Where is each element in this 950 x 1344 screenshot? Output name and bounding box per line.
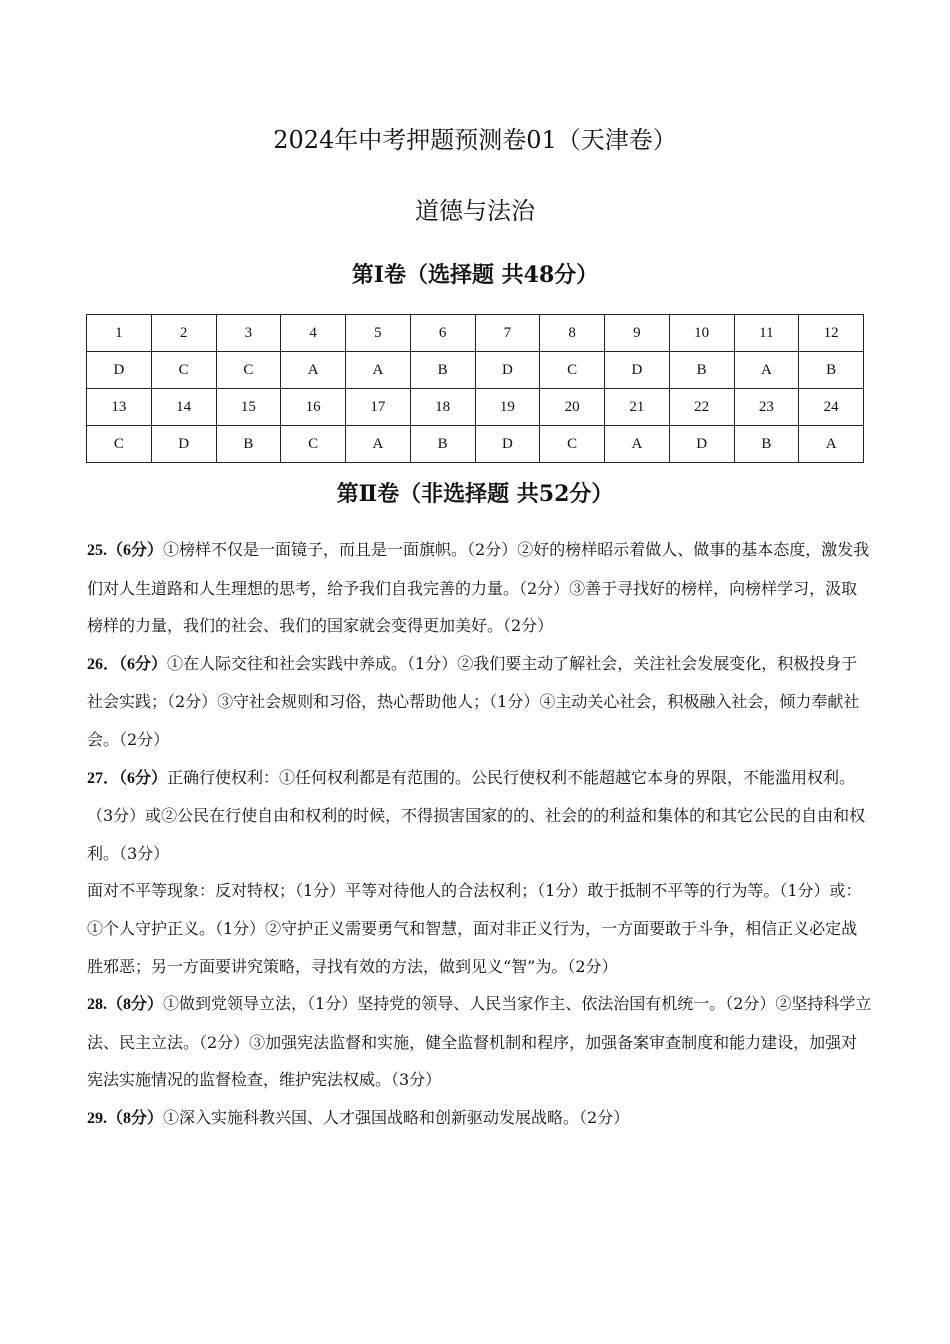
answer-paragraph — [87, 1099, 872, 1138]
question-label: 29.（8分） — [87, 1109, 164, 1127]
answer-text: ①在人际交往和社会实践中养成。（1分）②我们要主动了解社会，关注社会发展变化，积极投身于社会实践；（2分）③守社会规则和习俗，热心帮助他人；（1分）④主动关心社会，积极融入社会，倾力奉献社会。（2分） — [87, 653, 860, 749]
open-answers — [87, 531, 872, 1138]
answer-key-cell: B — [410, 426, 475, 463]
question-number-cell: 22 — [669, 389, 734, 426]
section-2-heading: 第Ⅱ卷（非选择题 共52分） — [336, 481, 614, 507]
answer-key-cell: D — [669, 426, 734, 463]
answer-key-cell: A — [605, 426, 670, 463]
answer-key-cell: B — [669, 352, 734, 389]
question-number-cell: 11 — [734, 315, 799, 352]
answer-key-cell: A — [346, 352, 411, 389]
question-number-row — [87, 389, 864, 426]
answer-key-cell: C — [540, 352, 605, 389]
answer-key-cell: B — [410, 352, 475, 389]
question-number-cell: 15 — [216, 389, 281, 426]
answer-key-cell: C — [540, 426, 605, 463]
question-number-cell: 2 — [151, 315, 216, 352]
question-number-cell: 3 — [216, 315, 281, 352]
answer-key-cell: D — [87, 352, 152, 389]
answer-key-cell: D — [605, 352, 670, 389]
question-number-cell: 24 — [799, 389, 864, 426]
answer-paragraph — [87, 759, 872, 873]
question-number-cell: 17 — [346, 389, 411, 426]
answer-key-row — [87, 426, 864, 463]
question-label: 25.（6分） — [87, 542, 164, 559]
answer-paragraph — [87, 531, 872, 645]
section-1-heading: 第Ⅰ卷（选择题 共48分） — [351, 262, 599, 288]
answer-key-cell: D — [151, 426, 216, 463]
question-label: 28.（8分） — [87, 996, 164, 1014]
answer-text: ①深入实施科教兴国、人才强国战略和创新驱动发展战略。（2分） — [163, 1107, 630, 1127]
question-number-cell: 21 — [605, 389, 670, 426]
question-number-cell: 6 — [410, 315, 475, 352]
answer-key-cell: A — [346, 426, 411, 463]
question-label: 27．（6分） — [87, 769, 168, 787]
answer-table-body — [87, 315, 864, 463]
question-label: 26．（6分） — [87, 655, 168, 673]
question-number-cell: 14 — [151, 389, 216, 426]
multiple-choice-answer-table — [86, 314, 864, 463]
question-number-cell: 19 — [475, 389, 540, 426]
question-number-cell: 20 — [540, 389, 605, 426]
question-number-cell: 4 — [281, 315, 346, 352]
question-number-row — [87, 315, 864, 352]
answer-key-cell: A — [799, 426, 864, 463]
answer-key-cell: C — [151, 352, 216, 389]
question-number-cell: 9 — [605, 315, 670, 352]
question-number-cell: 23 — [734, 389, 799, 426]
answer-text: 正确行使权利：①任何权利都是有范围的。公民行使权利不能超越它本身的界限，不能滥用权利。（3分）或②公民在行使自由和权利的时候，不得损害国家的的、社会的的利益和集体的和其它公民的自由和权利。（3分） — [87, 767, 866, 863]
question-number-cell: 1 — [87, 315, 152, 352]
question-number-cell: 18 — [410, 389, 475, 426]
subject-title: 道德与法治 — [415, 197, 535, 225]
answer-key-cell: D — [475, 352, 540, 389]
answer-key-cell: C — [87, 426, 152, 463]
answer-text: ①做到党领导立法，（1分）坚持党的领导、人民当家作主、依法治国有机统一。（2分）②坚持科学立法、民主立法。（2分）③加强宪法监督和实施，健全监督机制和程序，加强备案审查制度和能力建设，加强对宪法实施情况的监督检查，维护宪法权威。（3分） — [87, 994, 872, 1090]
page-title: 2024年中考押题预测卷01（天津卷） — [273, 126, 677, 154]
question-number-cell: 5 — [346, 315, 411, 352]
answer-paragraph — [87, 872, 872, 985]
answer-key-row — [87, 352, 864, 389]
answer-key-cell: B — [734, 426, 799, 463]
answer-key-cell: D — [475, 426, 540, 463]
question-number-cell: 16 — [281, 389, 346, 426]
answer-key-cell: C — [216, 352, 281, 389]
answer-key-cell: A — [281, 352, 346, 389]
answer-key-cell: A — [734, 352, 799, 389]
answer-key-cell: B — [216, 426, 281, 463]
question-number-cell: 7 — [475, 315, 540, 352]
answer-key-cell: B — [799, 352, 864, 389]
question-number-cell: 13 — [87, 389, 152, 426]
answer-paragraph — [87, 645, 872, 759]
question-number-cell: 8 — [540, 315, 605, 352]
answer-text: 面对不平等现象：反对特权；（1分）平等对待他人的合法权利；（1分）敢于抵制不平等的行为等。（1分）或：①个人守护正义。（1分）②守护正义需要勇气和智慧，面对非正义行为，一方面要敢于斗争，相信正义必定战胜邪恶；另一方面要讲究策略，寻找有效的方法，做到见义“智”为。（2分） — [87, 881, 862, 976]
question-number-cell: 12 — [799, 315, 864, 352]
answer-text: ①榜样不仅是一面镜子，而且是一面旗帜。（2分）②好的榜样昭示着做人、做事的基本态度，激发我们对人生道路和人生理想的思考，给予我们自我完善的力量。（2分）③善于寻找好的榜样，向榜样学习，汲取榜样的力量，我们的社会、我们的国家就会变得更加美好。（2分） — [87, 540, 870, 636]
answer-paragraph — [87, 985, 872, 1099]
question-number-cell: 10 — [669, 315, 734, 352]
answer-key-cell: C — [281, 426, 346, 463]
